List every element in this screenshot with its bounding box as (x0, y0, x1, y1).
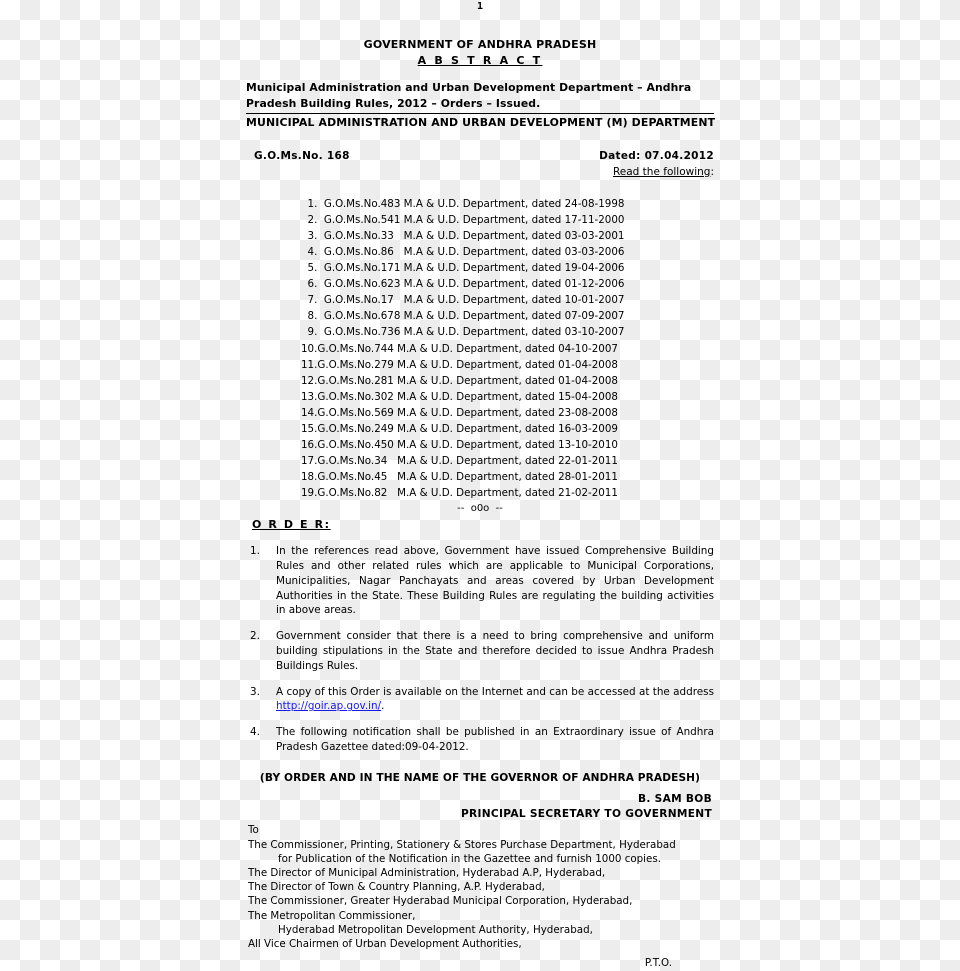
reference-item: 19.G.O.Ms.No.82 M.A & U.D. Department, dated 21-02-2011 (301, 487, 618, 500)
order-item-text-before-link: A copy of this Order is available on the Internet and can be accessed at the address (276, 685, 714, 698)
distribution-entry: for Publication of the Notification in the Gazettee and furnish 1000 copies. (278, 852, 662, 865)
subject-line-2: Pradesh Building Rules, 2012 – Orders – Issued. (246, 96, 541, 110)
reference-item: 7. G.O.Ms.No.17 M.A & U.D. Department, dated 10-01-2007 (301, 294, 625, 307)
order-item-text-after-link: . (381, 700, 385, 713)
order-item (246, 544, 714, 618)
department-heading: MUNICIPAL ADMINISTRATION AND URBAN DEVELOPMENT (M) DEPARTMENT (246, 115, 716, 129)
order-item-text: The following notification shall be published in an Extraordinary issue of Andhra Pradesh Gazettee dated:09-04-2012. (276, 726, 714, 753)
subject-block (246, 80, 714, 111)
reference-item: 12.G.O.Ms.No.281 M.A & U.D. Department, dated 01-04-2008 (301, 374, 618, 387)
order-item (246, 725, 714, 755)
reference-item: 13.G.O.Ms.No.302 M.A & U.D. Department, dated 15-04-2008 (301, 390, 618, 403)
go-number: G.O.Ms.No. 168 (254, 150, 350, 163)
page-number: 1 (476, 1, 484, 12)
order-item-number: 4. (250, 726, 260, 739)
signatory-name: B. SAM BOB (637, 792, 712, 805)
reference-item: 2. G.O.Ms.No.541 M.A & U.D. Department, dated 17-11-2000 (301, 214, 625, 227)
government-title: GOVERNMENT OF ANDHRA PRADESH (363, 38, 597, 51)
reference-item: 8. G.O.Ms.No.678 M.A & U.D. Department, dated 07-09-2007 (301, 310, 625, 323)
read-following-colon: : (710, 166, 714, 179)
reference-item: 4. G.O.Ms.No.86 M.A & U.D. Department, dated 03-03-2006 (301, 246, 625, 259)
distribution-entry: The Director of Town & Country Planning, A.P. Hyderabad, (248, 881, 545, 894)
to-label: To (248, 823, 259, 836)
read-following-label (246, 166, 714, 180)
pto-note: P.T.O. (644, 957, 672, 970)
order-item-number: 2. (250, 630, 260, 643)
reference-item: 3. G.O.Ms.No.33 M.A & U.D. Department, dated 03-03-2001 (301, 230, 625, 243)
reference-item: 10.G.O.Ms.No.744 M.A & U.D. Department, dated 04-10-2007 (301, 342, 618, 355)
header-divider (246, 113, 714, 114)
reference-item: 11.G.O.Ms.No.279 M.A & U.D. Department, dated 01-04-2008 (301, 358, 618, 371)
goir-website-link[interactable]: http://goir.ap.gov.in/ (276, 700, 382, 713)
order-item-number: 1. (250, 545, 260, 558)
order-item (246, 685, 714, 715)
by-order-line: (BY ORDER AND IN THE NAME OF THE GOVERNOR OF ANDHRA PRADESH) (259, 771, 701, 784)
order-item-text: In the references read above, Government have issued Comprehensive Building Rules and other related rules which are applicable to Municipal Corporations, Municipalities, Nagar Panchayats and areas covered by Urban Development Authorities in the State. These Building Rules are regulating the building activities in above areas. (276, 545, 714, 617)
distribution-entry: The Director of Municipal Administration, Hyderabad A.P, Hyderabad, (248, 866, 606, 879)
read-following-text: Read the following (612, 166, 711, 179)
reference-item: 14.G.O.Ms.No.569 M.A & U.D. Department, dated 23-08-2008 (301, 406, 618, 419)
distribution-entry: The Commissioner, Printing, Stationery & Stores Purchase Department, Hyderabad (248, 838, 676, 851)
reference-list (301, 196, 714, 501)
order-item-number: 3. (250, 685, 260, 698)
go-date: Dated: 07.04.2012 (599, 150, 714, 163)
order-heading: O R D E R: (252, 518, 331, 532)
ornament-separator: -- o0o -- (457, 503, 503, 515)
reference-item: 17.G.O.Ms.No.34 M.A & U.D. Department, dated 22-01-2011 (301, 454, 618, 467)
distribution-entry: The Metropolitan Commissioner, (248, 909, 416, 922)
reference-item: 5. G.O.Ms.No.171 M.A & U.D. Department, dated 19-04-2006 (301, 262, 625, 275)
subject-line-1: Municipal Administration and Urban Development Department – Andhra (246, 81, 692, 95)
reference-item: 6. G.O.Ms.No.623 M.A & U.D. Department, dated 01-12-2006 (301, 278, 625, 291)
distribution-entry: All Vice Chairmen of Urban Development Authorities, (248, 937, 522, 950)
reference-item: 9. G.O.Ms.No.736 M.A & U.D. Department, dated 03-10-2007 (301, 326, 625, 339)
order-item-text: Government consider that there is a need to bring comprehensive and uniform building stipulations in the State and therefore decided to issue Andhra Pradesh Buildings Rules. (276, 630, 714, 672)
distribution-entry: Hyderabad Metropolitan Development Authority, Hyderabad, (278, 923, 593, 936)
signature-block (246, 792, 714, 821)
distribution-list (246, 838, 714, 952)
reference-item: 15.G.O.Ms.No.249 M.A & U.D. Department, dated 16-03-2009 (301, 422, 618, 435)
document-body (246, 38, 714, 971)
order-item (246, 629, 714, 673)
distribution-entry: The Commissioner, Greater Hyderabad Municipal Corporation, Hyderabad, (248, 895, 633, 908)
go-number-row (246, 150, 714, 164)
abstract-label: A B S T R A C T (417, 53, 543, 67)
signatory-designation: PRINCIPAL SECRETARY TO GOVERNMENT (460, 807, 712, 820)
order-heading-wrap (246, 515, 714, 533)
reference-item: 18.G.O.Ms.No.45 M.A & U.D. Department, dated 28-01-2011 (301, 471, 618, 484)
order-item-text (276, 685, 714, 715)
reference-item: 1. G.O.Ms.No.483 M.A & U.D. Department, dated 24-08-1998 (301, 197, 625, 210)
reference-item: 16.G.O.Ms.No.450 M.A & U.D. Department, dated 13-10-2010 (301, 438, 618, 451)
